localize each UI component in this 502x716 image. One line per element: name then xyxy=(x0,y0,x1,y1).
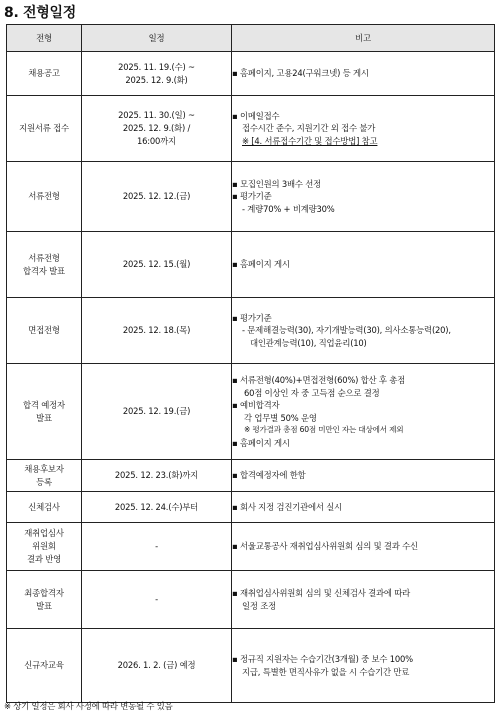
date-text: 2025. 12. 24.(수)부터 xyxy=(114,501,199,512)
date-cell xyxy=(82,364,232,460)
table-row xyxy=(7,629,495,703)
date-text: 2025. 11. 19.(수) ~ xyxy=(118,61,195,72)
note-text: ▪ 평가기준 xyxy=(232,191,272,202)
note-text: ▪ 서울교통공사 재취업심사위원회 심의 및 결과 수신 xyxy=(232,541,418,552)
note-text: 일정 조정 xyxy=(242,600,277,611)
note-cell xyxy=(232,629,495,703)
date-text: - xyxy=(155,541,158,551)
date-cell xyxy=(82,571,232,629)
note-text: ※ 평가결과 총점 60점 미만인 자는 대상에서 제외 xyxy=(244,425,404,434)
phase-cell xyxy=(7,629,82,703)
note-text: ▪ 회사 지정 검진기관에서 실시 xyxy=(232,501,343,512)
note-cell xyxy=(232,523,495,571)
table-row xyxy=(7,492,495,523)
phase-cell xyxy=(7,232,82,298)
note-text: ▪ 이메일접수 xyxy=(232,110,280,121)
date-cell xyxy=(82,232,232,298)
date-text: 2025. 12. 15.(월) xyxy=(122,259,191,269)
date-cell xyxy=(82,52,232,96)
phase-cell xyxy=(7,364,82,460)
note-cell xyxy=(232,460,495,492)
phase-text: 면접전형 xyxy=(28,325,60,335)
date-text: 2025. 12. 23.(화)까지 xyxy=(114,470,199,480)
note-cell xyxy=(232,96,495,162)
table-row xyxy=(7,298,495,364)
date-cell xyxy=(82,96,232,162)
phase-cell xyxy=(7,571,82,629)
phase-text: 신규자교육 xyxy=(24,660,64,670)
phase-text: 서류전형 xyxy=(28,191,60,201)
date-text: 2025. 11. 30.(일) ~ xyxy=(118,110,195,120)
phase-text: 위원회 xyxy=(32,541,56,551)
phase-text: 발표 xyxy=(36,600,52,611)
date-text: 2025. 12. 9.(화) xyxy=(125,74,188,85)
table-row xyxy=(7,364,495,460)
note-text: ▪ 정규직 지원자는 수습기간(3개월) 중 보수 100% xyxy=(232,654,413,664)
note-text: 대인관계능력(10), 직업윤리(10) xyxy=(250,337,367,348)
phase-text: 채용후보자 xyxy=(24,463,64,474)
phase-text: 합격자 발표 xyxy=(23,265,65,276)
date-cell xyxy=(82,162,232,232)
note-text: ▪ 모집인원의 3배수 선정 xyxy=(232,178,322,189)
phase-text: 지원서류 접수 xyxy=(19,123,69,133)
note-text: ※ [4. 서류접수기간 및 접수방법] 참고 xyxy=(242,135,378,146)
schedule-table xyxy=(6,24,495,703)
note-text: ▪ 서류전형(40%)+면접전형(60%) 합산 후 총점 xyxy=(232,375,406,385)
header-phase: 전형 xyxy=(7,25,82,52)
date-text: 2025. 12. 18.(목) xyxy=(122,325,191,335)
phase-cell xyxy=(7,298,82,364)
note-cell xyxy=(232,52,495,96)
note-text: ▪ 예비합격자 xyxy=(232,400,280,410)
note-cell xyxy=(232,232,495,298)
header-note: 비고 xyxy=(232,25,495,52)
date-cell xyxy=(82,460,232,492)
note-text: ▪ 재취업심사위원회 심의 및 신체검사 결과에 따라 xyxy=(232,588,411,598)
phase-text: 재취업심사 xyxy=(24,528,64,538)
footnote: ※ 상기 일정은 회사 사정에 따라 변동될 수 있음 xyxy=(4,701,173,711)
phase-text: 서류전형 xyxy=(28,252,60,263)
phase-text: 최종합격자 xyxy=(24,587,64,598)
table-row xyxy=(7,162,495,232)
note-cell xyxy=(232,298,495,364)
phase-cell xyxy=(7,162,82,232)
date-text: 16:00까지 xyxy=(137,136,176,146)
note-cell xyxy=(232,364,495,460)
phase-text: 발표 xyxy=(36,412,52,423)
note-text: ▪ 홈페이지, 고용24(구워크넷) 등 게시 xyxy=(232,68,369,79)
date-cell xyxy=(82,298,232,364)
note-text: ▪ 평가기준 xyxy=(232,312,272,323)
table-row xyxy=(7,52,495,96)
phase-cell xyxy=(7,460,82,492)
note-cell xyxy=(232,571,495,629)
note-text: - 문제해결능력(30), 자기개발능력(30), 의사소통능력(20), xyxy=(242,325,451,336)
phase-cell xyxy=(7,96,82,162)
table-row xyxy=(7,232,495,298)
phase-text: 합격 예정자 xyxy=(23,399,65,410)
note-text: 접수시간 준수, 지원기간 외 접수 불가 xyxy=(242,123,376,134)
note-text: 각 업무별 50% 운영 xyxy=(244,412,317,423)
table-row xyxy=(7,523,495,571)
table-row xyxy=(7,571,495,629)
section-title: 8. 전형일정 xyxy=(4,5,76,21)
phase-text: 결과 반영 xyxy=(26,554,62,564)
phase-cell xyxy=(7,52,82,96)
phase-cell xyxy=(7,523,82,571)
note-cell xyxy=(232,162,495,232)
note-text: ▪ 홈페이지 게시 xyxy=(232,437,290,448)
phase-text: 신체검사 xyxy=(28,501,60,512)
date-cell xyxy=(82,523,232,571)
date-cell xyxy=(82,492,232,523)
date-text: 2026. 1. 2. (금) 예정 xyxy=(117,660,196,670)
note-text: ▪ 합격예정자에 한함 xyxy=(232,470,306,481)
note-cell xyxy=(232,492,495,523)
table-row xyxy=(7,96,495,162)
date-text: 2025. 12. 12.(금) xyxy=(122,191,191,201)
header-row xyxy=(7,25,495,52)
phase-text: 등록 xyxy=(36,476,52,487)
phase-text: 채용공고 xyxy=(28,68,60,78)
note-text: ▪ 홈페이지 게시 xyxy=(232,259,290,270)
note-text: 지급, 특별한 면직사유가 없을 시 수습기간 만료 xyxy=(242,666,410,677)
note-text: 60점 이상인 자 중 고득점 순으로 결정 xyxy=(244,387,380,398)
date-text: - xyxy=(155,594,158,604)
header-date: 일정 xyxy=(82,25,232,52)
phase-cell xyxy=(7,492,82,523)
date-text: 2025. 12. 19.(금) xyxy=(122,406,191,416)
date-text: 2025. 12. 9.(화) / xyxy=(122,123,191,133)
table-row xyxy=(7,460,495,492)
note-text: - 계량70% + 비계량30% xyxy=(242,203,335,214)
date-cell xyxy=(82,629,232,703)
